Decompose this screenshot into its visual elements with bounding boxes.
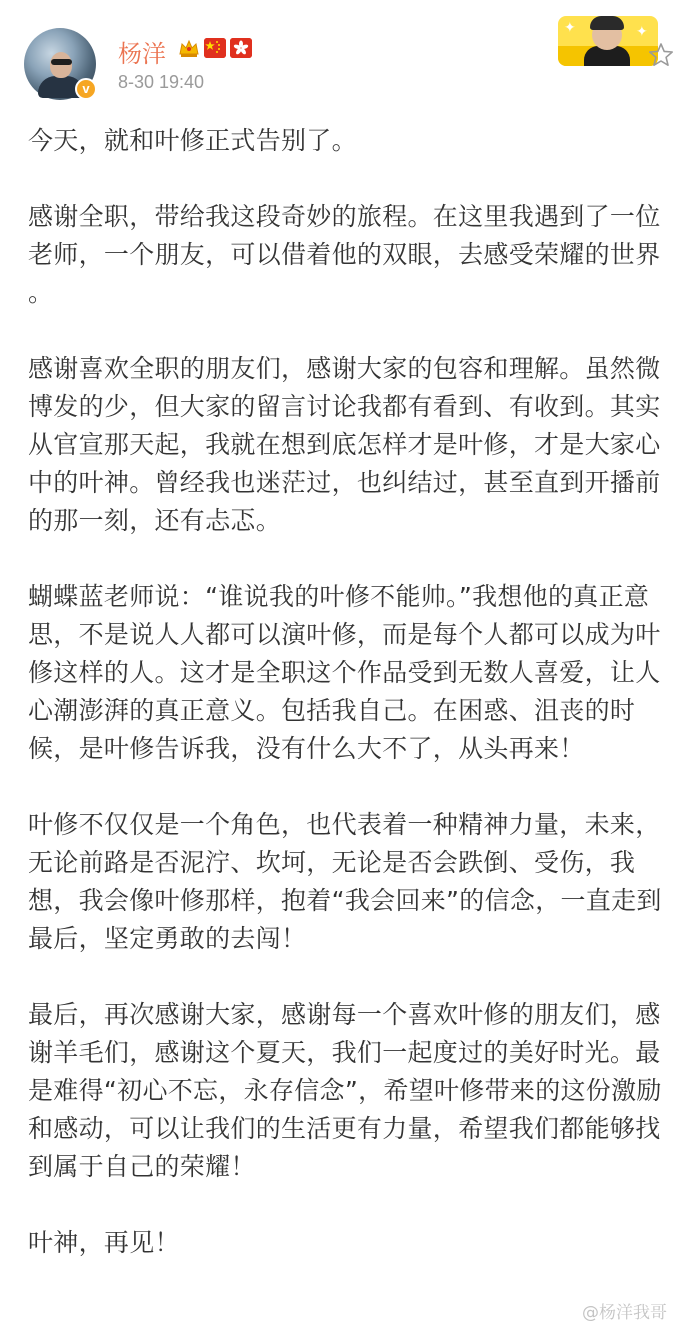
- china-flag-icon: [204, 38, 226, 58]
- user-badges: [178, 38, 252, 58]
- post-paragraph: 感谢全职，带给我这段奇妙的旅程。在这里我遇到了一位老师，一个朋友，可以借着他的双眼，去感受荣耀的世界 。: [28, 202, 661, 307]
- crown-icon: [178, 38, 200, 58]
- post-paragraph: 感谢喜欢全职的朋友们，感谢大家的包容和理解。虽然微博发的少，但大家的留言讨论我都有看到、有收到。其实从官宣那天起，我就在想到底怎样才是叶修，才是大家心中的叶神。曾经我也迷茫过，也纠结过，甚至直到开播前的那一刻，还有忐忑。: [28, 354, 661, 535]
- post-body: [28, 122, 680, 1262]
- post-timestamp[interactable]: 8-30 19:40: [118, 72, 205, 92]
- post-paragraph: 最后，再次感谢大家，感谢每一个喜欢叶修的朋友们，感谢羊毛们，感谢这个夏天，我们一起度过的美好时光。最是难得“初心不忘，永存信念”，希望叶修带来的这份激励和感动，可以让我们的生活更有力量，希望我们都能够找到属于自己的荣耀！: [28, 1000, 662, 1181]
- avatar-sunglasses: [51, 59, 72, 65]
- hong-kong-flag-icon: [230, 38, 252, 58]
- sparkle-icon: ✦: [564, 20, 576, 36]
- star-icon[interactable]: [648, 42, 674, 68]
- watermark: @杨洋我哥: [582, 1303, 667, 1323]
- post-header: [0, 0, 700, 110]
- sparkle-icon: ✦: [636, 24, 648, 40]
- username[interactable]: 杨洋: [118, 40, 166, 68]
- post-paragraph: 蝴蝶蓝老师说：“谁说我的叶修不能帅。”我想他的真正意思，不是说人人都可以演叶修，而是每个人都可以成为叶修这样的人。这才是全职这个作品受到无数人喜爱，让人心潮澎湃的真正意义。包括我自己。在困惑、沮丧的时候，是叶修告诉我，没有什么大不了，从头再来！: [28, 582, 661, 763]
- fan-card[interactable]: [558, 16, 658, 66]
- fan-card-figure-hair: [590, 16, 624, 30]
- post-paragraph: 今天，就和叶修正式告别了。: [28, 126, 357, 155]
- post-paragraph: 叶修不仅仅是一个角色，也代表着一种精神力量，未来，无论前路是否泥泞、坎坷，无论是否会跌倒、受伤，我想，我会像叶修那样，抱着“我会回来”的信念，一直走到最后，坚定勇敢的去闯！: [28, 810, 662, 953]
- avatar-face: [50, 52, 72, 78]
- post-paragraph: 叶神，再见！: [28, 1228, 180, 1257]
- verified-badge-icon: v: [75, 78, 97, 100]
